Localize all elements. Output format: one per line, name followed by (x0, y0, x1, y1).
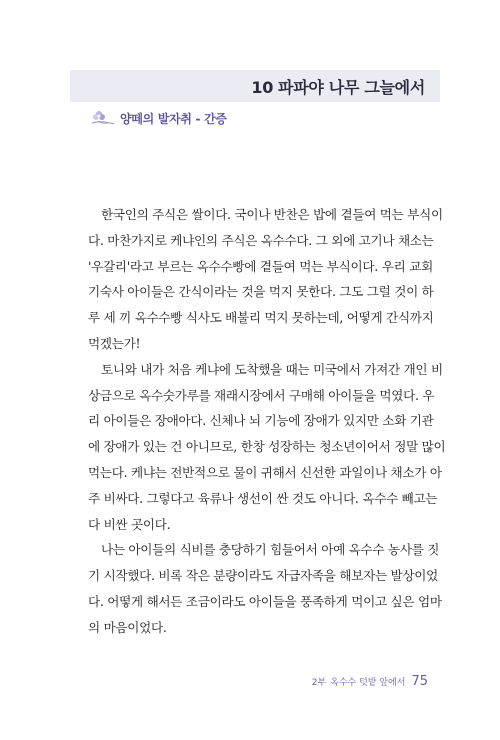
text-line: 다. 마찬가지로 케냐인의 주식은 옥수수다. 그 외에 고기나 채소는 (88, 232, 434, 248)
text-line: 토니와 내가 처음 케냐에 도착했을 때는 미국에서 가져간 개인 비 (101, 361, 443, 377)
text-line: 다 비싼 곳이다. (88, 516, 171, 532)
text-line: 나는 아이들의 식비를 충당하기 힘들어서 아예 옥수수 농사를 짓 (101, 542, 440, 558)
flower-ornament-icon (90, 108, 116, 128)
text-line: 에 장애가 있는 건 아니므로, 한창 성장하는 청소년이어서 정말 많이 (88, 439, 446, 455)
text-line: 루 세 끼 옥수수빵 식사도 배불리 먹지 못하는데, 어떻게 간식까지 (88, 310, 434, 326)
chapter-number: 10 (251, 78, 274, 97)
text-line: 한국인의 주식은 쌀이다. 국이나 반찬은 밥에 곁들여 먹는 부식이 (101, 207, 443, 222)
section-subheading (90, 107, 227, 129)
text-line: 기 시작했다. 비록 작은 분량이라도 자급자족을 해보자는 발상이었 (88, 568, 438, 584)
paragraph (88, 537, 442, 640)
subheading-text: 양떼의 발자취 - 간증 (120, 111, 227, 126)
text-line: 상금으로 옥수숫가루를 재래시장에서 구매해 아이들을 먹였다. 우 (88, 387, 435, 403)
chapter-title (251, 75, 425, 98)
body-text (88, 202, 446, 641)
footer-section-title: 옥수수 텃밭 앞에서 (330, 678, 406, 688)
text-line: 먹겠는가! (88, 335, 141, 351)
paragraph (88, 202, 443, 357)
page-number: 75 (411, 674, 428, 689)
text-line: '우갈리'라고 부르는 옥수수빵에 곁들여 먹는 부식이다. 우리 교회 (88, 258, 433, 274)
page-footer (312, 674, 428, 689)
text-line: 다. 어떻게 해서든 조금이라도 아이들을 풍족하게 먹이고 싶은 엄마 (88, 593, 442, 609)
text-line: 기숙사 아이들은 간식이라는 것을 먹지 못한다. 그도 그럴 것이 하 (88, 284, 434, 300)
text-line: 의 마음이었다. (88, 619, 167, 635)
text-line: 주 비싸다. 그렇다고 육류나 생선이 싼 것도 아니다. 옥수수 빼고는 (88, 490, 438, 506)
chapter-title-text: 파파야 나무 그늘에서 (278, 78, 425, 97)
text-line: 먹는다. 케냐는 전반적으로 물이 귀해서 신선한 과일이나 채소가 아 (88, 464, 442, 480)
footer-part-label: 2부 (311, 678, 327, 688)
paragraph (88, 357, 446, 538)
text-line: 리 아이들은 장애아다. 신체나 뇌 기능에 장애가 있지만 소화 기관 (88, 413, 434, 429)
